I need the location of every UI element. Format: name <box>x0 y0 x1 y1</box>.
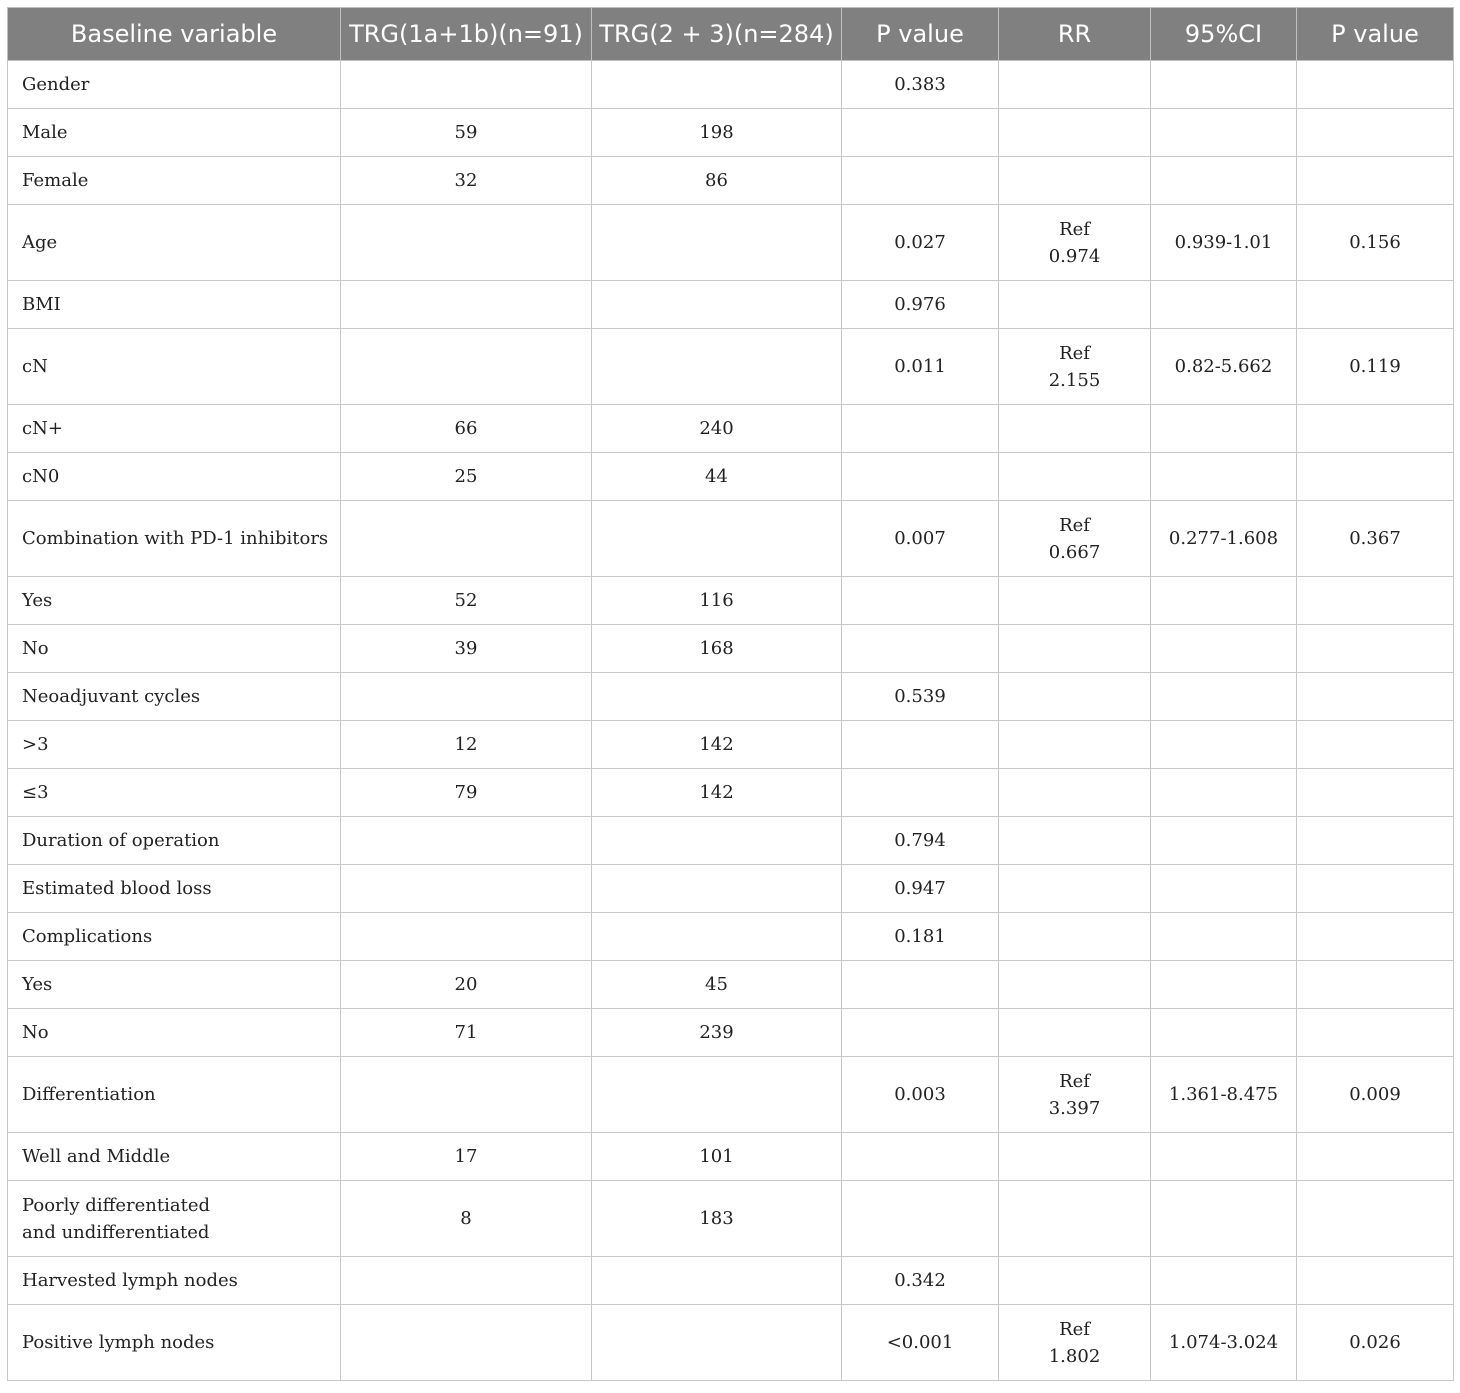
ci-cell <box>1151 625 1297 673</box>
p-value-multivariate-cell <box>1297 865 1454 913</box>
row-label: >3 <box>8 721 341 769</box>
p-value-multivariate-cell <box>1297 61 1454 109</box>
trg-2-3-count <box>592 865 842 913</box>
rr-cell <box>999 961 1151 1009</box>
header-95-ci: 95%CI <box>1151 8 1297 61</box>
ci-cell <box>1151 1181 1297 1257</box>
p-value-multivariate-cell <box>1297 961 1454 1009</box>
p-value-multivariate-cell: 0.367 <box>1297 501 1454 577</box>
trg-2-3-count <box>592 329 842 405</box>
table-row <box>8 501 1454 577</box>
ci-cell: 1.361-8.475 <box>1151 1057 1297 1133</box>
p-value-multivariate-cell: 0.026 <box>1297 1305 1454 1381</box>
trg-1a-1b-count <box>341 913 592 961</box>
row-label: Yes <box>8 961 341 1009</box>
p-value-cell <box>842 1181 999 1257</box>
rr-cell <box>999 205 1151 281</box>
baseline-variable-table <box>7 7 1454 1381</box>
p-value-multivariate-cell <box>1297 769 1454 817</box>
trg-1a-1b-count <box>341 61 592 109</box>
rr-cell <box>999 109 1151 157</box>
ci-cell <box>1151 865 1297 913</box>
rr-cell <box>999 501 1151 577</box>
rr-ref-label: Ref <box>1059 1070 1090 1092</box>
table-row <box>8 1305 1454 1381</box>
table-row <box>8 1181 1454 1257</box>
row-label: BMI <box>8 281 341 329</box>
p-value-cell: 0.011 <box>842 329 999 405</box>
trg-1a-1b-count: 20 <box>341 961 592 1009</box>
ci-cell <box>1151 61 1297 109</box>
ci-cell <box>1151 281 1297 329</box>
table-row <box>8 1057 1454 1133</box>
p-value-multivariate-cell <box>1297 1009 1454 1057</box>
table-header <box>8 8 1454 61</box>
p-value-cell <box>842 577 999 625</box>
p-value-cell <box>842 961 999 1009</box>
rr-cell <box>999 281 1151 329</box>
header-p-value-multivariate: P value <box>1297 8 1454 61</box>
rr-cell <box>999 577 1151 625</box>
row-label: cN <box>8 329 341 405</box>
p-value-multivariate-cell <box>1297 405 1454 453</box>
trg-2-3-count: 142 <box>592 721 842 769</box>
row-label: Duration of operation <box>8 817 341 865</box>
trg-2-3-count: 142 <box>592 769 842 817</box>
p-value-cell: 0.976 <box>842 281 999 329</box>
ci-cell <box>1151 817 1297 865</box>
table-row <box>8 281 1454 329</box>
rr-cell <box>999 1257 1151 1305</box>
baseline-table-container <box>7 7 1453 1381</box>
p-value-multivariate-cell <box>1297 1133 1454 1181</box>
p-value-cell: 0.539 <box>842 673 999 721</box>
trg-2-3-count <box>592 673 842 721</box>
row-label: Neoadjuvant cycles <box>8 673 341 721</box>
row-label: Combination with PD-1 inhibitors <box>8 501 341 577</box>
ci-cell: 1.074-3.024 <box>1151 1305 1297 1381</box>
rr-cell <box>999 1305 1151 1381</box>
p-value-multivariate-cell <box>1297 109 1454 157</box>
p-value-multivariate-cell: 0.119 <box>1297 329 1454 405</box>
trg-1a-1b-count <box>341 205 592 281</box>
ci-cell <box>1151 769 1297 817</box>
trg-1a-1b-count <box>341 817 592 865</box>
row-label: Poorly differentiated and undifferentiated <box>8 1181 341 1257</box>
header-rr: RR <box>999 8 1151 61</box>
row-label: No <box>8 1009 341 1057</box>
p-value-cell <box>842 721 999 769</box>
table-row <box>8 405 1454 453</box>
p-value-multivariate-cell <box>1297 281 1454 329</box>
rr-cell <box>999 61 1151 109</box>
rr-cell <box>999 673 1151 721</box>
trg-1a-1b-count: 52 <box>341 577 592 625</box>
trg-1a-1b-count <box>341 865 592 913</box>
rr-cell <box>999 625 1151 673</box>
rr-ref-label: Ref <box>1059 1318 1090 1340</box>
table-row <box>8 329 1454 405</box>
header-trg-2-3: TRG(2 + 3)(n=284) <box>592 8 842 61</box>
ci-cell <box>1151 1257 1297 1305</box>
trg-1a-1b-count: 25 <box>341 453 592 501</box>
trg-2-3-count: 116 <box>592 577 842 625</box>
trg-1a-1b-count: 66 <box>341 405 592 453</box>
table-row <box>8 453 1454 501</box>
trg-2-3-count: 44 <box>592 453 842 501</box>
p-value-cell: 0.027 <box>842 205 999 281</box>
ci-cell: 0.939-1.01 <box>1151 205 1297 281</box>
p-value-cell: 0.181 <box>842 913 999 961</box>
table-row <box>8 865 1454 913</box>
ci-cell <box>1151 405 1297 453</box>
p-value-multivariate-cell <box>1297 673 1454 721</box>
row-label: Age <box>8 205 341 281</box>
ci-cell: 0.277-1.608 <box>1151 501 1297 577</box>
rr-cell <box>999 1057 1151 1133</box>
table-row <box>8 769 1454 817</box>
header-trg-1a-1b: TRG(1a+1b)(n=91) <box>341 8 592 61</box>
trg-2-3-count <box>592 1305 842 1381</box>
rr-value: 2.155 <box>1048 369 1101 391</box>
p-value-multivariate-cell <box>1297 453 1454 501</box>
trg-2-3-count: 240 <box>592 405 842 453</box>
trg-1a-1b-count: 12 <box>341 721 592 769</box>
rr-cell <box>999 817 1151 865</box>
ci-cell <box>1151 453 1297 501</box>
row-label: ≤3 <box>8 769 341 817</box>
table-row <box>8 673 1454 721</box>
ci-cell: 0.82-5.662 <box>1151 329 1297 405</box>
p-value-cell: 0.342 <box>842 1257 999 1305</box>
header-p-value: P value <box>842 8 999 61</box>
table-row <box>8 625 1454 673</box>
row-label: Male <box>8 109 341 157</box>
trg-2-3-count: 101 <box>592 1133 842 1181</box>
rr-cell <box>999 721 1151 769</box>
rr-cell <box>999 405 1151 453</box>
row-label: Positive lymph nodes <box>8 1305 341 1381</box>
trg-2-3-count <box>592 1257 842 1305</box>
ci-cell <box>1151 577 1297 625</box>
rr-value: 1.802 <box>1048 1345 1101 1367</box>
p-value-multivariate-cell <box>1297 1257 1454 1305</box>
trg-1a-1b-count: 8 <box>341 1181 592 1257</box>
table-row <box>8 205 1454 281</box>
row-label: Female <box>8 157 341 205</box>
table-row <box>8 577 1454 625</box>
trg-1a-1b-count <box>341 281 592 329</box>
trg-1a-1b-count: 59 <box>341 109 592 157</box>
trg-1a-1b-count <box>341 1057 592 1133</box>
p-value-cell <box>842 405 999 453</box>
rr-cell <box>999 913 1151 961</box>
trg-2-3-count <box>592 817 842 865</box>
ci-cell <box>1151 157 1297 205</box>
row-label: cN+ <box>8 405 341 453</box>
table-body <box>8 61 1454 1381</box>
rr-value: 0.667 <box>1048 541 1101 563</box>
table-row <box>8 721 1454 769</box>
p-value-multivariate-cell <box>1297 913 1454 961</box>
table-row <box>8 1133 1454 1181</box>
row-label: Well and Middle <box>8 1133 341 1181</box>
table-row <box>8 913 1454 961</box>
table-row <box>8 157 1454 205</box>
p-value-cell <box>842 109 999 157</box>
p-value-cell <box>842 157 999 205</box>
p-value-cell <box>842 769 999 817</box>
trg-2-3-count: 239 <box>592 1009 842 1057</box>
p-value-cell: 0.794 <box>842 817 999 865</box>
trg-1a-1b-count <box>341 501 592 577</box>
ci-cell <box>1151 673 1297 721</box>
table-row <box>8 1257 1454 1305</box>
trg-2-3-count <box>592 61 842 109</box>
p-value-cell: 0.007 <box>842 501 999 577</box>
rr-value: 0.974 <box>1048 245 1101 267</box>
trg-1a-1b-count: 71 <box>341 1009 592 1057</box>
trg-2-3-count <box>592 281 842 329</box>
trg-2-3-count <box>592 205 842 281</box>
p-value-multivariate-cell <box>1297 721 1454 769</box>
row-label: Harvested lymph nodes <box>8 1257 341 1305</box>
trg-1a-1b-count: 39 <box>341 625 592 673</box>
ci-cell <box>1151 961 1297 1009</box>
trg-2-3-count <box>592 1057 842 1133</box>
table-row <box>8 1009 1454 1057</box>
rr-ref-label: Ref <box>1059 218 1090 240</box>
rr-cell <box>999 1133 1151 1181</box>
row-label: Yes <box>8 577 341 625</box>
p-value-multivariate-cell <box>1297 817 1454 865</box>
table-row <box>8 109 1454 157</box>
row-label: No <box>8 625 341 673</box>
trg-2-3-count <box>592 501 842 577</box>
row-label: Gender <box>8 61 341 109</box>
p-value-cell <box>842 625 999 673</box>
header-row <box>8 8 1454 61</box>
table-row <box>8 817 1454 865</box>
p-value-multivariate-cell <box>1297 157 1454 205</box>
row-label: Complications <box>8 913 341 961</box>
p-value-cell: 0.947 <box>842 865 999 913</box>
p-value-cell: 0.383 <box>842 61 999 109</box>
row-label: Differentiation <box>8 1057 341 1133</box>
trg-2-3-count: 45 <box>592 961 842 1009</box>
trg-1a-1b-count <box>341 1305 592 1381</box>
p-value-multivariate-cell <box>1297 625 1454 673</box>
ci-cell <box>1151 913 1297 961</box>
ci-cell <box>1151 1133 1297 1181</box>
p-value-cell: <0.001 <box>842 1305 999 1381</box>
header-baseline-variable: Baseline variable <box>8 8 341 61</box>
rr-cell <box>999 769 1151 817</box>
rr-ref-label: Ref <box>1059 514 1090 536</box>
trg-2-3-count: 183 <box>592 1181 842 1257</box>
p-value-cell: 0.003 <box>842 1057 999 1133</box>
rr-value: 3.397 <box>1048 1097 1101 1119</box>
trg-1a-1b-count: 32 <box>341 157 592 205</box>
p-value-multivariate-cell: 0.156 <box>1297 205 1454 281</box>
trg-2-3-count: 168 <box>592 625 842 673</box>
trg-1a-1b-count <box>341 673 592 721</box>
p-value-multivariate-cell <box>1297 577 1454 625</box>
rr-cell <box>999 1181 1151 1257</box>
table-row <box>8 961 1454 1009</box>
rr-cell <box>999 865 1151 913</box>
row-label: cN0 <box>8 453 341 501</box>
rr-cell <box>999 1009 1151 1057</box>
trg-2-3-count <box>592 913 842 961</box>
trg-1a-1b-count <box>341 329 592 405</box>
p-value-cell <box>842 453 999 501</box>
row-label: Estimated blood loss <box>8 865 341 913</box>
p-value-cell <box>842 1009 999 1057</box>
trg-1a-1b-count: 17 <box>341 1133 592 1181</box>
table-row <box>8 61 1454 109</box>
rr-ref-label: Ref <box>1059 342 1090 364</box>
trg-2-3-count: 198 <box>592 109 842 157</box>
ci-cell <box>1151 1009 1297 1057</box>
p-value-cell <box>842 1133 999 1181</box>
rr-cell <box>999 329 1151 405</box>
ci-cell <box>1151 109 1297 157</box>
trg-1a-1b-count <box>341 1257 592 1305</box>
rr-cell <box>999 157 1151 205</box>
p-value-multivariate-cell: 0.009 <box>1297 1057 1454 1133</box>
trg-1a-1b-count: 79 <box>341 769 592 817</box>
p-value-multivariate-cell <box>1297 1181 1454 1257</box>
trg-2-3-count: 86 <box>592 157 842 205</box>
ci-cell <box>1151 721 1297 769</box>
rr-cell <box>999 453 1151 501</box>
